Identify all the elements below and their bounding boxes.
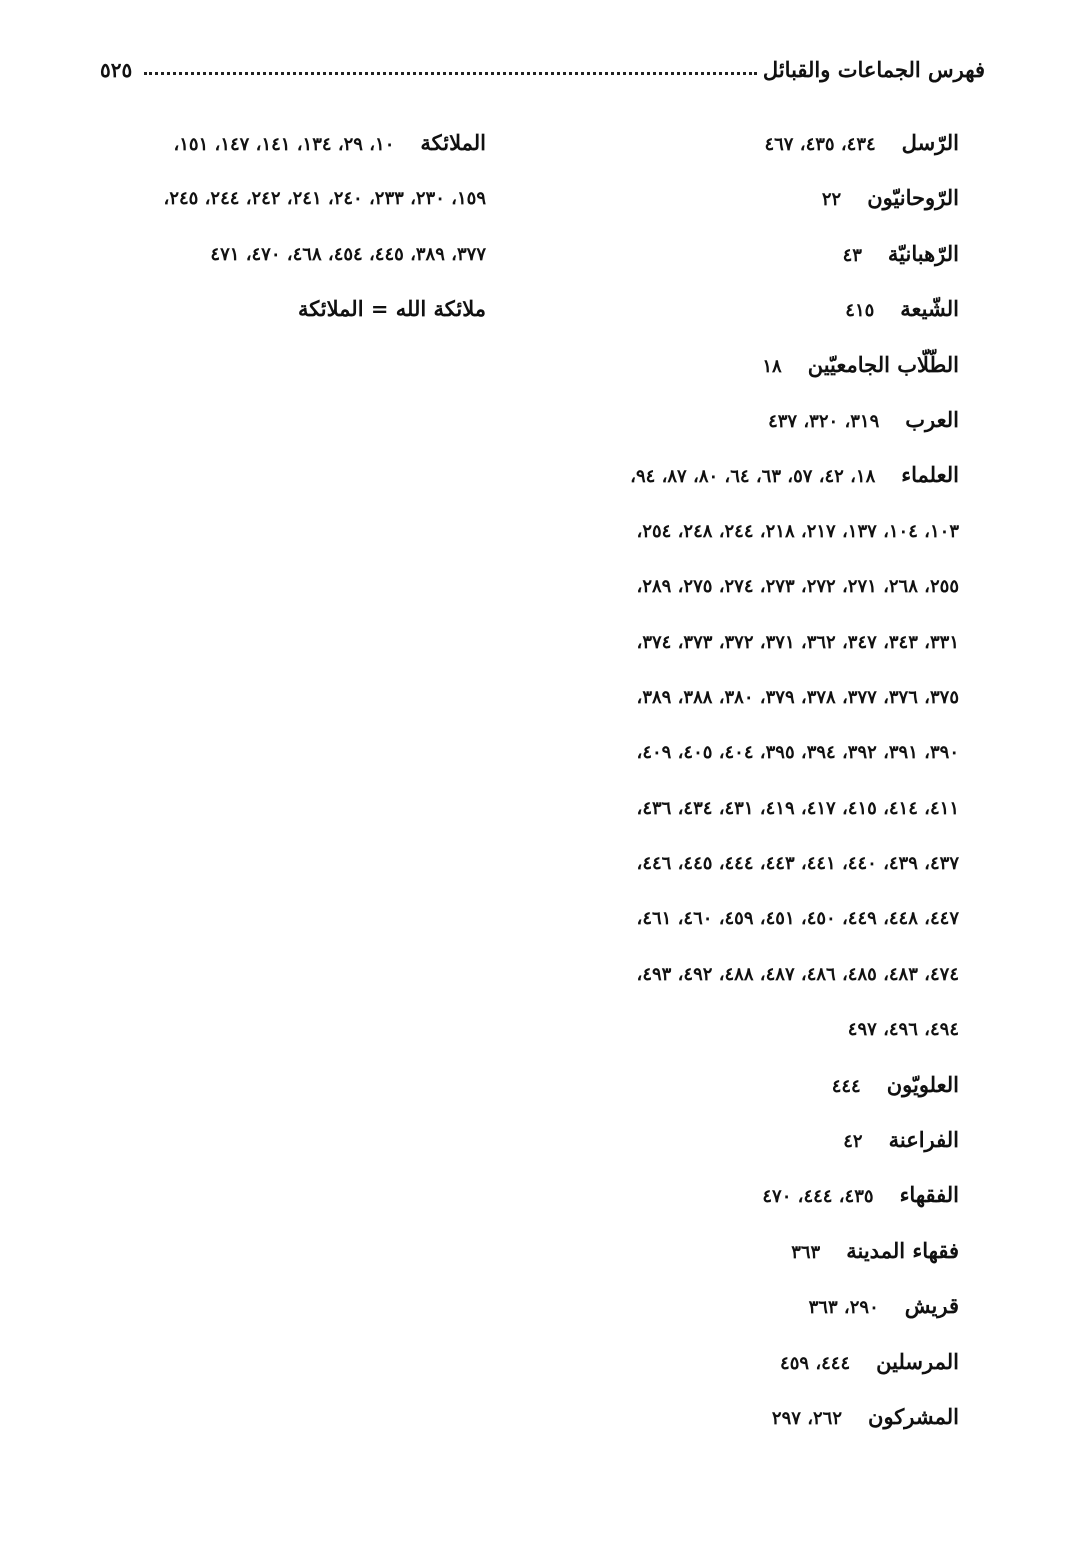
index-term: المرسلين	[876, 1348, 959, 1374]
page-references: ٣٧٥، ٣٧٦، ٣٧٧، ٣٧٨، ٣٧٩، ٣٨٠، ٣٨٨، ٣٨٩،	[636, 686, 959, 708]
entry-first-line	[559, 337, 959, 392]
index-entry	[559, 170, 959, 225]
page-references: ١٨	[762, 355, 782, 377]
entry-first-line	[559, 281, 959, 336]
entry-continuation-line	[86, 226, 486, 281]
index-term: الشّيعة	[900, 296, 959, 322]
page-references: ٣٦٣	[791, 1241, 821, 1263]
index-entry	[559, 392, 959, 447]
page-references: ٣١٩، ٣٢٠، ٤٣٧	[768, 410, 880, 432]
index-entry	[559, 1112, 959, 1167]
entry-first-line	[559, 1167, 959, 1222]
entry-first-line	[559, 447, 959, 502]
index-entry	[86, 115, 486, 281]
index-entry	[86, 281, 486, 336]
page-references: ٤٧٤، ٤٨٣، ٤٨٥، ٤٨٦، ٤٨٧، ٤٨٨، ٤٩٢، ٤٩٣،	[636, 963, 959, 985]
page-references: ٤٣٥، ٤٤٤، ٤٧٠	[762, 1186, 874, 1208]
entry-first-line	[559, 226, 959, 281]
page-references: ٤٣	[842, 244, 862, 266]
page-references: ١٠٣، ١٠٤، ١٣٧، ٢١٧، ٢١٨، ٢٤٤، ٢٤٨، ٢٥٤،	[636, 520, 959, 542]
index-term: الملائكة	[420, 130, 486, 155]
page-number: ٥٢٥	[100, 58, 133, 82]
index-term: الفراعنة	[888, 1127, 959, 1153]
entry-first-line	[86, 115, 486, 170]
index-entry	[559, 1334, 959, 1389]
page-references: ٤٣٤، ٤٣٥، ٤٦٧	[764, 134, 876, 155]
entry-first-line	[559, 1278, 959, 1333]
page-references: ٤١١، ٤١٤، ٤١٥، ٤١٧، ٤١٩، ٤٣١، ٤٣٤، ٤٣٦،	[636, 797, 959, 819]
entry-continuation-line	[559, 780, 959, 835]
entry-continuation-line	[559, 503, 959, 558]
page-references: ٢٩٠، ٣٦٣	[808, 1297, 879, 1319]
index-term: الرّسل	[901, 130, 959, 155]
index-term: العلماء	[901, 462, 959, 488]
index-entry	[559, 226, 959, 281]
index-entry	[559, 337, 959, 392]
index-term: الرّوحانيّون	[867, 185, 959, 211]
entry-continuation-line	[559, 946, 959, 1001]
page-references: ٤٣٧، ٤٣٩، ٤٤٠، ٤٤١، ٤٤٣، ٤٤٤، ٤٤٥، ٤٤٦،	[636, 853, 959, 875]
page-references: ٤٢	[843, 1131, 863, 1153]
entry-first-line	[559, 1334, 959, 1389]
index-term: فقهاء المدينة	[846, 1237, 959, 1263]
entry-continuation-line	[559, 558, 959, 613]
index-entry	[559, 281, 959, 336]
page-references: ٣٧٧، ٣٨٩، ٤٤٥، ٤٥٤، ٤٦٨، ٤٧٠، ٤٧١	[210, 243, 486, 265]
entry-first-line	[559, 1057, 959, 1112]
entry-first-line	[559, 170, 959, 225]
entry-first-line	[559, 115, 959, 170]
cross-reference: ملائكة الله = الملائكة	[297, 296, 486, 322]
index-entry	[559, 115, 959, 170]
index-column-left	[86, 115, 486, 337]
page-references: ١٠، ٢٩، ١٣٤، ١٤١، ١٤٧، ١٥١،	[173, 134, 395, 155]
entry-first-line	[559, 1389, 959, 1444]
entry-continuation-line	[559, 669, 959, 724]
entry-continuation-line	[559, 835, 959, 890]
entry-continuation-line	[559, 890, 959, 945]
page-references: ٢٦٢، ٢٩٧	[771, 1407, 843, 1429]
index-entry	[559, 447, 959, 1056]
page-references: ٢٥٥، ٢٦٨، ٢٧١، ٢٧٢، ٢٧٣، ٢٧٤، ٢٧٥، ٢٨٩،	[636, 576, 959, 598]
page-references: ٣٣١، ٣٤٣، ٣٤٧، ٣٦٢، ٣٧١، ٣٧٢، ٣٧٣، ٣٧٤،	[636, 631, 959, 653]
page-references: ٣٩٠، ٣٩١، ٣٩٢، ٣٩٤، ٣٩٥، ٤٠٤، ٤٠٥، ٤٠٩،	[636, 742, 959, 764]
index-term: الطّلّاب الجامعيّين	[807, 351, 959, 377]
entry-continuation-line	[559, 724, 959, 779]
entry-first-line	[559, 392, 959, 447]
header-title: فهرس الجماعات والقبائل	[762, 57, 985, 82]
page-references: ٤٤٧، ٤٤٨، ٤٤٩، ٤٥٠، ٤٥١، ٤٥٩، ٤٦٠، ٤٦١،	[636, 908, 959, 930]
page-references: ١٥٩، ٢٣٠، ٢٣٣، ٢٤٠، ٢٤١، ٢٤٢، ٢٤٤، ٢٤٥،	[163, 188, 486, 210]
entry-first-line	[559, 1112, 959, 1167]
page-references: ٢٢	[821, 189, 842, 211]
index-entry	[559, 1167, 959, 1222]
page-references: ١٨، ٤٢، ٥٧، ٦٣، ٦٤، ٨٠، ٨٧، ٩٤،	[630, 466, 876, 488]
index-entry	[559, 1389, 959, 1444]
index-entry	[559, 1223, 959, 1278]
index-term: العلويّون	[886, 1071, 959, 1097]
index-term: العرب	[905, 406, 959, 432]
index-term: قريش	[904, 1293, 959, 1319]
index-entry	[559, 1278, 959, 1333]
entry-continuation-line	[559, 614, 959, 669]
page-references: ٤٤٤	[831, 1075, 861, 1097]
page-references: ٤١٥	[845, 300, 875, 322]
page-references: ٤٤٤، ٤٥٩	[780, 1352, 851, 1374]
index-term: المشركون	[868, 1403, 959, 1429]
index-term: الرّهبانيّة	[887, 240, 959, 266]
index-term: الفقهاء	[899, 1182, 959, 1208]
index-column-right	[559, 115, 959, 1444]
entry-continuation-line	[559, 1001, 959, 1056]
entry-continuation-line	[86, 170, 486, 225]
entry-first-line	[559, 1223, 959, 1278]
running-header	[100, 42, 985, 82]
index-entry	[559, 1057, 959, 1112]
header-dot-leader	[144, 72, 757, 75]
page-references: ٤٩٤، ٤٩٦، ٤٩٧	[847, 1019, 959, 1041]
